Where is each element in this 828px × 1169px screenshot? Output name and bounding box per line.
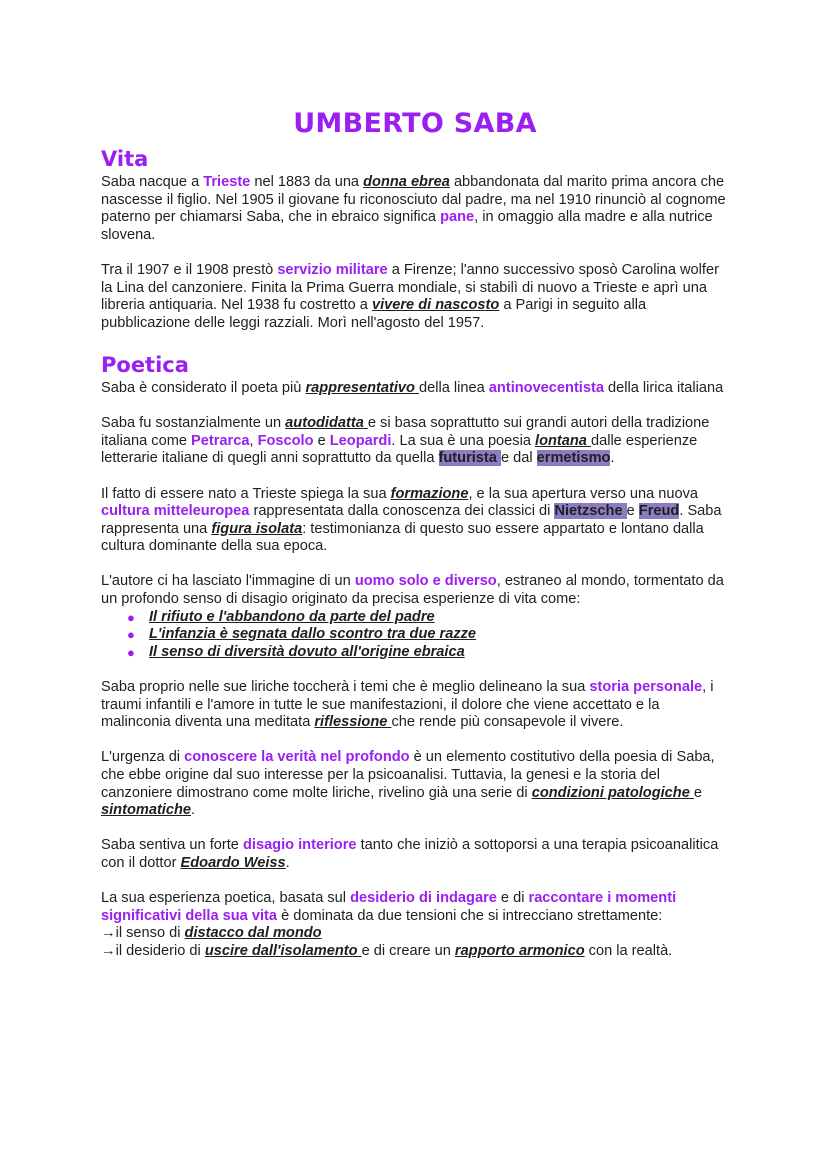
poetica-paragraph-1 bbox=[101, 380, 729, 398]
text: , i traumi infantili e l'amore in tutte le sue manifestazioni, il dolore che viene accettato e la malinconia diventa una meditata bbox=[101, 679, 714, 731]
poetica-paragraph-6 bbox=[101, 749, 729, 819]
highlighted-term: Nietzsche bbox=[554, 503, 627, 520]
bullet-icon: ● bbox=[127, 644, 135, 660]
underlined-term: uscire dall'isolamento bbox=[204, 942, 362, 959]
underlined-term: figura isolata bbox=[211, 520, 303, 537]
text: , bbox=[249, 432, 258, 449]
keyword: Petrarca bbox=[191, 432, 250, 449]
text: a Parigi in seguito alla pubblicazione delle leggi razziali. Morì nell'agosto del 1957. bbox=[101, 297, 647, 331]
text: e bbox=[626, 503, 639, 520]
text: L'urgenza di bbox=[101, 749, 185, 766]
text: e si basa soprattutto sui grandi autori della tradizione italiana come bbox=[101, 415, 710, 449]
text: Saba nacque a bbox=[101, 174, 204, 190]
arrow-line-2 bbox=[101, 943, 729, 961]
underlined-term: lontana bbox=[535, 432, 591, 449]
highlighted-term: Freud bbox=[638, 503, 680, 520]
keyword: conoscere la verità nel profondo bbox=[184, 749, 410, 766]
text: →il desiderio di bbox=[101, 942, 205, 959]
underlined-term: rappresentativo bbox=[305, 379, 420, 396]
underlined-term: condizioni patologiche bbox=[531, 784, 694, 801]
text: Saba sentiva un forte bbox=[101, 837, 243, 854]
underlined-term: rapporto armonico bbox=[454, 942, 585, 959]
text: è un elemento costitutivo della poesia di Saba, che ebbe origine dal suo interesse per la psicoanalisi. Tuttavia, la genesi e la storia del canzoniere dimostrano come molte liriche, rivelino già una serie di bbox=[101, 749, 715, 801]
text: →il senso di bbox=[101, 925, 185, 942]
text: con la realtà. bbox=[584, 942, 673, 959]
text: che rende più consapevole il vivere. bbox=[391, 714, 624, 731]
text: . Saba rappresenta una bbox=[101, 503, 722, 537]
text: L'autore ci ha lasciato l'immagine di un bbox=[101, 573, 355, 590]
keyword: raccontare i momenti significativi della sua vita bbox=[101, 890, 677, 924]
text: Il fatto di essere nato a Trieste spiega la sua bbox=[101, 485, 391, 502]
arrow-line-1 bbox=[101, 925, 729, 943]
keyword: pane bbox=[440, 209, 475, 226]
list-item-text: Il senso di diversità dovuto all'origine ebraica bbox=[149, 643, 465, 660]
text: nel 1883 da una bbox=[250, 174, 364, 190]
highlighted-term: ermetismo bbox=[536, 450, 611, 467]
poetica-paragraph-8 bbox=[101, 890, 729, 960]
text: . La sua è una poesia bbox=[391, 432, 536, 449]
underlined-term: Edoardo Weiss bbox=[180, 854, 286, 871]
underlined-term: vivere di nascosto bbox=[371, 297, 500, 314]
text: Saba è considerato il poeta più bbox=[101, 379, 306, 396]
keyword: disagio interiore bbox=[242, 837, 357, 854]
underlined-term: riflessione bbox=[314, 714, 392, 731]
list-item-text: L'infanzia è segnata dallo scontro tra due razze bbox=[149, 626, 477, 643]
bullet-icon: ● bbox=[127, 627, 135, 643]
text: e di creare un bbox=[361, 942, 455, 959]
text: e bbox=[313, 432, 330, 449]
vita-paragraph-1 bbox=[101, 174, 729, 244]
text: . bbox=[191, 802, 196, 819]
text: . bbox=[285, 854, 290, 871]
page-title: UMBERTO SABA bbox=[293, 108, 537, 139]
highlighted-term: futurista bbox=[438, 450, 501, 467]
underlined-term: sintomatiche bbox=[101, 802, 192, 819]
poetica-paragraph-3 bbox=[101, 486, 729, 556]
text: tanto che iniziò a sottoporsi a una terapia psicoanalitica con il dottor bbox=[101, 837, 719, 871]
text: . bbox=[610, 450, 615, 467]
text: La sua esperienza poetica, basata sul bbox=[101, 890, 351, 907]
text: , in omaggio alla madre e alla nutrice slovena. bbox=[101, 209, 713, 243]
text: dalle esperienze letterarie italiane di quegli anni soprattutto da quella bbox=[101, 432, 698, 467]
underlined-term: autodidatta bbox=[285, 415, 368, 432]
text: è dominata da due tensioni che si intrecciano strettamente: bbox=[277, 907, 663, 924]
keyword: uomo solo e diverso bbox=[354, 573, 497, 590]
poetica-paragraph-2 bbox=[101, 415, 729, 468]
keyword: Foscolo bbox=[257, 432, 314, 449]
text: Tra il 1907 e il 1908 prestò bbox=[101, 261, 278, 278]
bullet-list bbox=[101, 609, 729, 662]
text: e di bbox=[496, 890, 529, 907]
keyword: antinovecentista bbox=[488, 379, 604, 396]
underlined-term: donna ebrea bbox=[363, 174, 450, 190]
keyword: cultura mitteleuropea bbox=[101, 503, 250, 520]
text: della linea bbox=[419, 379, 489, 396]
text: e dal bbox=[500, 450, 537, 467]
section-heading-vita: Vita bbox=[101, 147, 149, 171]
text: , e la sua apertura verso una nuova bbox=[468, 485, 699, 502]
poetica-paragraph-5 bbox=[101, 679, 729, 732]
keyword: desiderio di indagare bbox=[350, 890, 497, 907]
text: : testimonianza di questo suo essere appartato e lontano dalla cultura dominante della sua epoca. bbox=[101, 520, 704, 555]
underlined-term: formazione bbox=[390, 485, 469, 502]
text: a Firenze; l'anno successivo sposò Carolina wolfer la Lina del canzoniere. Finita la Prima Guerra mondiale, si stabilì di nuovo a Trieste e aprì una libreria antiquaria. Nel 1938 fu costretto a bbox=[101, 261, 719, 314]
text: Saba fu sostanzialmente un bbox=[101, 415, 286, 432]
keyword: Leopardi bbox=[329, 432, 392, 449]
list-item-text: Il rifiuto e l'abbandono da parte del padre bbox=[149, 608, 435, 625]
poetica-paragraph-7 bbox=[101, 837, 729, 872]
text: , estraneo al mondo, tormentato da un profondo senso di disagio originato da precisa esperienze di vita come: bbox=[101, 573, 724, 608]
keyword: storia personale bbox=[589, 679, 703, 696]
list-item bbox=[127, 626, 729, 644]
document-content bbox=[101, 104, 729, 978]
text: rappresentata dalla conoscenza dei classici di bbox=[249, 503, 555, 520]
vita-paragraph-2 bbox=[101, 262, 729, 332]
bullet-icon: ● bbox=[127, 609, 135, 625]
list-item bbox=[127, 643, 729, 662]
section-heading-poetica: Poetica bbox=[101, 352, 189, 377]
text: Saba proprio nelle sue liriche toccherà i temi che è meglio delineano la sua bbox=[101, 679, 590, 696]
underlined-term: distacco dal mondo bbox=[184, 925, 322, 942]
poetica-paragraph-4 bbox=[101, 573, 729, 608]
keyword: Trieste bbox=[203, 174, 251, 190]
list-item bbox=[127, 608, 729, 627]
text: e bbox=[693, 784, 703, 801]
keyword: servizio militare bbox=[277, 261, 388, 278]
text: abbandonata dal marito prima ancora che nascesse il figlio. Nel 1905 il giovane fu riconosciuto dal padre, ma nel 1910 rinunciò al cognome paterno per chiamarsi Saba, che in ebraico significa bbox=[101, 174, 726, 226]
text: della lirica italiana bbox=[603, 379, 724, 396]
